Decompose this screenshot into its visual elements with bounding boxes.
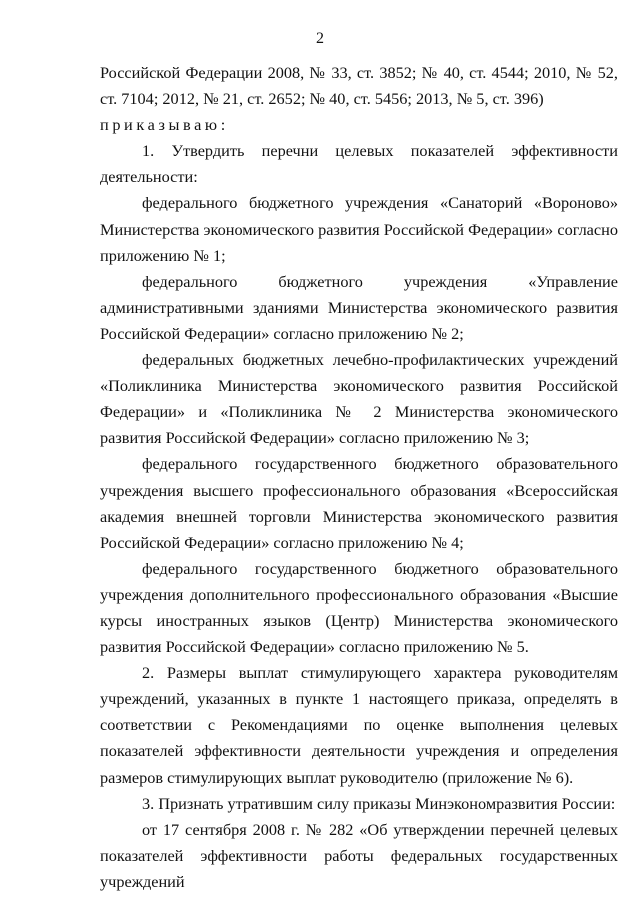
paragraph-language-courses: федерального государственного бюджетного образовательного учреждения дополнительного профессионального образования «Высшие курсы иностранных языков (Центр) Министерства экономического развития Российской Федерации» согласно приложению № 5. bbox=[100, 558, 618, 657]
paragraph-item-2-payments: 2. Размеры выплат стимулирующего характера руководителям учреждений, указанных в пункте 1 настоящего приказа, определять в соответствии с Рекомендациями по оценке выполнения целевых показателей эффективности деятельности учреждения и определения размеров стимулирующих выплат руководителю (приложение № 6). bbox=[100, 663, 618, 787]
paragraph-order-keyword: приказываю: bbox=[100, 115, 229, 135]
paragraph-sanatorium-voronovo: федерального бюджетного учреждения «Санаторий «Вороново» Министерства экономического развития Российской Федерации» согласно приложению № 1; bbox=[100, 193, 618, 265]
paragraph-item-1-heading: 1. Утвердить перечни целевых показателей эффективности деятельности: bbox=[100, 141, 618, 187]
paragraph-repealed-order: от 17 сентября 2008 г. № 282 «Об утверждении перечней целевых показателей эффективности работы федеральных государственных учреждений bbox=[100, 819, 618, 891]
paragraph-trade-academy: федерального государственного бюджетного образовательного учреждения высшего профессионального образования «Всероссийская академия внешней торговли Министерства экономического развития Российской Федерации» согласно приложению № 4; bbox=[100, 454, 618, 552]
page-number: 2 bbox=[316, 30, 324, 47]
paragraph-item-3-repeal: 3. Признать утратившим силу приказы Минэкономразвития России: bbox=[142, 793, 616, 813]
paragraph-polyclinics: федеральных бюджетных лечебно-профилактических учреждений «Поликлиника Министерства экономического развития Российской Федерации» и «Поликлиника № 2 Министерства экономического развития Российской Федерации» согласно приложению № 3; bbox=[100, 350, 618, 448]
paragraph-citation-continuation: Российской Федерации 2008, № 33, ст. 3852; № 40, ст. 4544; 2010, № 52, ст. 7104; 2012, № 21, ст. 2652; № 40, ст. 5456; 2013, № 5, ст. 396) bbox=[100, 63, 618, 109]
document-body bbox=[100, 60, 618, 895]
paragraph-building-administration: федерального бюджетного учреждения «Управление административными зданиями Министерства экономического развития Российской Федерации» согласно приложению № 2; bbox=[100, 271, 618, 343]
